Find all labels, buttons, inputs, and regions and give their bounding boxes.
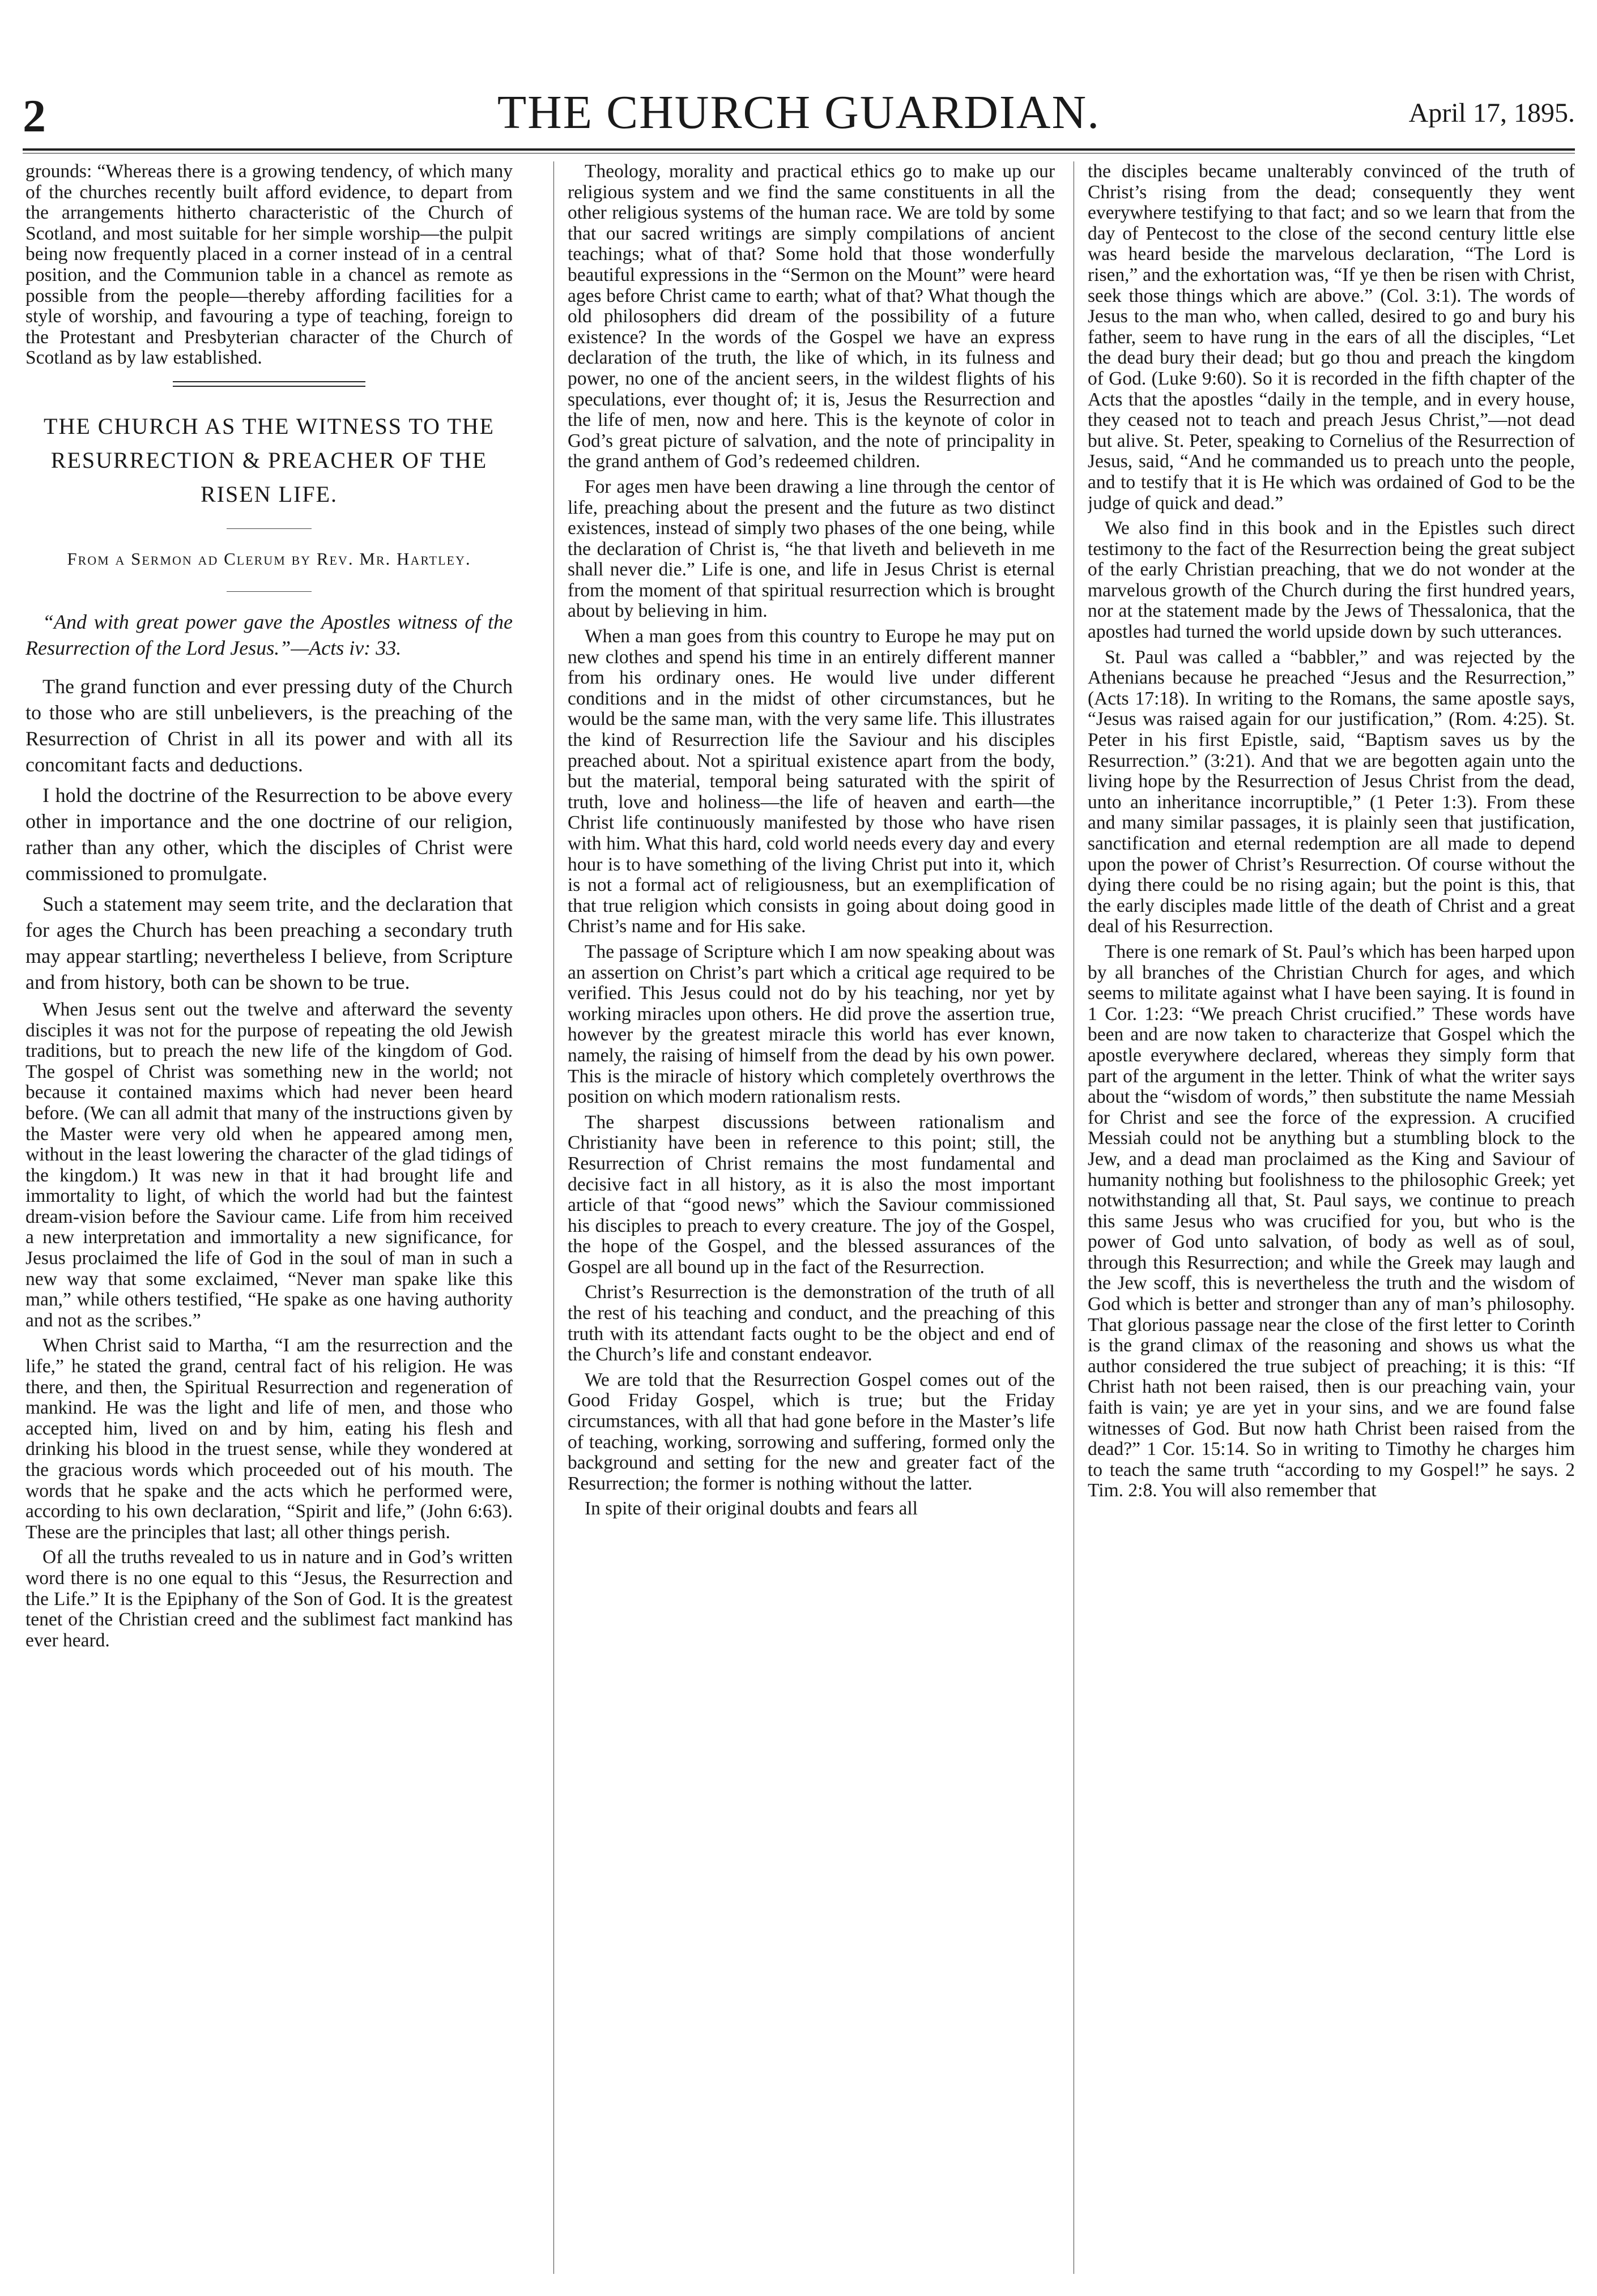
- paragraph: Such a statement may seem trite, and the declaration that for ages the Church has been preaching a secondary truth may appear startling; nevertheless I believe, from Scripture and from history, both can be shown to be true.: [25, 892, 513, 993]
- paragraph: I hold the doctrine of the Resurrection to be above every other in importance and the one doctrine of our religion, rather than any other, which the disciples of Christ were commissioned to promulgate.: [25, 783, 513, 885]
- paragraph: The grand function and ever pressing duty of the Church to those who are still unbelievers, is the preaching of the Resurrection of Christ in all its power and with all its concomitant facts and deductions.: [25, 675, 513, 776]
- header-rule: [23, 148, 1575, 151]
- column-3: [1088, 161, 1575, 2274]
- article-byline: From a Sermon ad Clerum by Rev. Mr. Hartley.: [67, 548, 471, 569]
- paragraph: When Jesus sent out the twelve and afterward the seventy disciples it was not for the purpose of repeating the old Jewish traditions, but to preach the new life of the kingdom of God. The gospel of Christ was something new in the world; not because it contained maxims which had never been heard before. (We can all admit that many of the instructions given by the Master were very old when he appeared among men, without in the least lowering the character of the glad tidings of the kingdom.) It was new in that it had brought life and immortality to light, of which the world had but the faintest dream-vision before the Saviour came. Life from him received a new interpretation and immortality a new significance, for Jesus proclaimed the life of God in the soul of man in such a new way that some exclaimed, “Never man spake like this man,” while others testified, “He spake as one having authority and not as the scribes.”: [25, 998, 513, 1331]
- paragraph: grounds: “Whereas there is a growing tendency, of which many of the churches recently built afford evidence, to depart from the arrangements hitherto characteristic of the Church of Scotland, and most suitable for her simple worship—the pulpit being now frequently placed in a corner instead of in a central position, and the Communion table in a chancel as remote as possible from the people—thereby affording facilities for a style of worship, and favouring a type of teaching, foreign to the Protestant and Presbyterian character of the Church of Scotland as by law established.: [25, 161, 513, 369]
- issue-date: April 17, 1895.: [1408, 98, 1575, 128]
- paragraph: When a man goes from this country to Europe he may put on new clothes and spend his time in an entirely different manner from his ordinary ones. He would live under different conditions and in the midst of other circumstances, but he would be the same man, with the very same life. This illustrates the kind of Resurrection life the Saviour and his disciples preached about. Not a spiritual existence apart from the body, but the material, temporal being saturated with the spirit of truth, love and holiness—the life of heaven and earth—the Christ life continuously manifested by those who have risen with him. What this hard, cold world needs every day and every hour is to have something of the living Christ put into it, which is not a formal act of religiousness, but an exemplification of that true religion which consists in going about doing good in Christ’s name and for His sake.: [568, 626, 1055, 937]
- column-divider: [553, 161, 554, 2274]
- masthead: [23, 85, 1575, 147]
- paragraph: The sharpest discussions between rationalism and Christianity have been in reference to this point; still, the Resurrection of Christ remains the most fundamental and decisive fact in all history, as it is also the most important article of that “good news” which the Saviour commissioned his disciples to preach to every creature. The joy of the Gospel, the hope of the Gospel, and the blessed assurances of the Gospel are all bound up in the fact of the Resurrection.: [568, 1111, 1055, 1278]
- paragraph: We are told that the Resurrection Gospel comes out of the Good Friday Gospel, which is true; but the Friday circumstances, with all that had gone before in the Master’s life of teaching, working, sorrowing and suffering, formed only the background and setting for the new and greater fact of the Resurrection; the former is nothing without the latter.: [568, 1369, 1055, 1494]
- column-2: [568, 161, 1055, 2274]
- column-1: [25, 161, 513, 2274]
- paragraph: In spite of their original doubts and fears all: [585, 1498, 918, 1520]
- article-heading: THE CHURCH AS THE WITNESS TO THE RESURRECTION & PREACHER OF THE RISEN LIFE.: [44, 413, 495, 507]
- paragraph: The passage of Scripture which I am now speaking about was an assertion on Christ’s part which a critical age required to be verified. This Jesus could not do by his teaching, nor yet by working miracles upon others. He did prove the assertion true, however by the greatest miracle this world has ever known, namely, the raising of himself from the dead by his own power. This is the miracle of history which completely overthrows the position on which modern rationalism rests.: [568, 941, 1055, 1108]
- page-number: 2: [23, 90, 46, 142]
- paragraph: Of all the truths revealed to us in nature and in God’s written word there is no one equal to this “Jesus, the Resurrection and the Life.” It is the Epiphany of the Son of God. It is the greatest tenet of the Christian creed and the sublimest fact mankind has ever heard.: [25, 1547, 513, 1651]
- newspaper-title: THE CHURCH GUARDIAN.: [497, 86, 1101, 139]
- epigraph: “And with great power gave the Apostles witness of the Resurrection of the Lord Jesus.”—Acts iv: 33.: [25, 610, 513, 659]
- section-separator: [173, 381, 365, 387]
- paragraph: When Christ said to Martha, “I am the resurrection and the life,” he stated the grand, central fact of his religion. He was there, and then, the Spiritual Resurrection and regeneration of mankind. He was the light and life of men, and those who accepted him, lived on and by him, eating his flesh and drinking his blood in the truest sense, while they wondered at the gracious words which proceeded out of his mouth. The words that he spake and the acts which he performed were, according to his own declaration, “Spirit and life,” (John 6:63). These are the principles that last; all other things perish.: [25, 1335, 513, 1543]
- paragraph: Christ’s Resurrection is the demonstration of the truth of all the rest of his teaching and conduct, and the preaching of this truth with its attendant facts ought to be the object and end of the Church’s life and constant endeavor.: [568, 1282, 1055, 1365]
- paragraph: Theology, morality and practical ethics go to make up our religious system and we find the same constituents in all the other religious systems of the human race. We are told by some that our sacred writings are simply compilations of ancient teachings; what of that? Some hold that those wonderfully beautiful expressions in the “Sermon on the Mount” were heard ages before Christ came to earth; what of that? What though the old philosophers did dream of the possibility of a future existence? In the words of the Gospel we have an express declaration of the truth, the like of which, in its fulness and power, no one of the ancient seers, in the wildest flights of his speculations, ever thought of; it is, Jesus the Resurrection and the life of men, now and here. This is the keynote of color in God’s great picture of salvation, and the note of principality in the grand anthem of God’s redeemed children.: [568, 161, 1055, 472]
- paragraph: the disciples became unalterably convinced of the truth of Christ’s rising from the dead; consequently they went everywhere testifying to that fact; and so we learn that from the day of Pentecost to the close of the second century little else was heard beside the marvelous declaration, “The Lord is risen,” and the exhortation was, “If ye then be risen with Christ, seek those things which are above.” (Col. 3:1). The words of Jesus to the man who, when called, desired to go and bury his father, seem to have rung in the ears of all the disciples, “Let the dead bury their dead; but go thou and preach the kingdom of God. (Luke 9:60). So it is recorded in the fifth chapter of the Acts that the apostles “daily in the temple, and in every house, they ceased not to teach and preach Jesus Christ,”—not dead but alive. St. Peter, speaking to Cornelius of the Resurrection of Jesus, said, “And he commanded us to preach unto the people, and to testify that it is He which was ordained of God to be the judge of quick and dead.”: [1088, 161, 1575, 514]
- paragraph: For ages men have been drawing a line through the centor of life, preaching about the present and the future as two distinct existences, instead of simply two phases of the one being, while the declaration of Christ is, “he that liveth and believeth in me shall never die.” Life is one, and life in Jesus Christ is eternal from the moment of that spiritual resurrection which is brought about by believing in him.: [568, 476, 1055, 622]
- paragraph: We also find in this book and in the Epistles such direct testimony to the fact of the Resurrection being the great subject of the early Christian preaching, that we do not wonder at the marvelous growth of the Church during the first hundred years, nor at the statement made by the Jews of Thessalonica, that the apostles had turned the world upside down by such utterances.: [1088, 518, 1575, 643]
- paragraph: St. Paul was called a “babbler,” and was rejected by the Athenians because he preached “Jesus and the Resurrection,” (Acts 17:18). In writing to the Romans, the same apostle says, “Jesus was raised again for our justification,” (Rom. 4:25). St. Peter in his first Epistle, said, “Baptism saves us by the Resurrection.” (3:21). And that we are begotten again unto the living hope by the Resurrection of Jesus Christ from the dead, unto an inheritance incorruptible,” (1 Peter 1:3). From these and many similar passages, it is plainly seen that justification, sanctification and eternal redemption are all made to depend upon the power of Christ’s Resurrection. Of course without the dying there could be no rising again; but the point is this, that the early disciples made little of the death of Christ and a great deal of his Resurrection.: [1088, 646, 1575, 937]
- paragraph: There is one remark of St. Paul’s which has been harped upon by all branches of the Christian Church for ages, and which seems to militate against what I have been saying. It is found in 1 Cor. 1:23: “We preach Christ crucified.” These words have been and are now taken to characterize that Gospel which the apostle everywhere declared, whereas they simply form that part of the argument in the letter. Think of what the writer says about the “wisdom of words,” then substitute the name Messiah for Christ and see the force of the expression. A crucified Messiah could not be anything but a stumbling block to the Jew, and a dead man proclaimed as the King and Saviour of humanity nothing but foolishness to the philosophic Greek; yet notwithstanding all that, St. Paul says, we continue to preach this same Jesus who was crucified for you, but who is the power of God unto salvation, of body as well as of soul, through this Resurrection; and while the Greek may laugh and the Jew scoff, this is nevertheless the truth and the wisdom of God which is better and stronger than any of man’s philosophy. That glorious passage near the close of the first letter to Corinth is the grand climax of the reasoning and shows us what the author considered the true subject of preaching; it is this: “If Christ hath not been raised, then is our preaching vain, your faith is vain; ye are yet in your sins, and we are found false witnesses of God. But now hath Christ been raised from the dead?” 1 Cor. 15:14. So in writing to Timothy he charges him to teach the same truth “according to my Gospel!” he says. 2 Tim. 2:8. You will also remember that: [1088, 941, 1575, 1501]
- byline-rule: [227, 591, 312, 592]
- byline-rule: [227, 528, 312, 529]
